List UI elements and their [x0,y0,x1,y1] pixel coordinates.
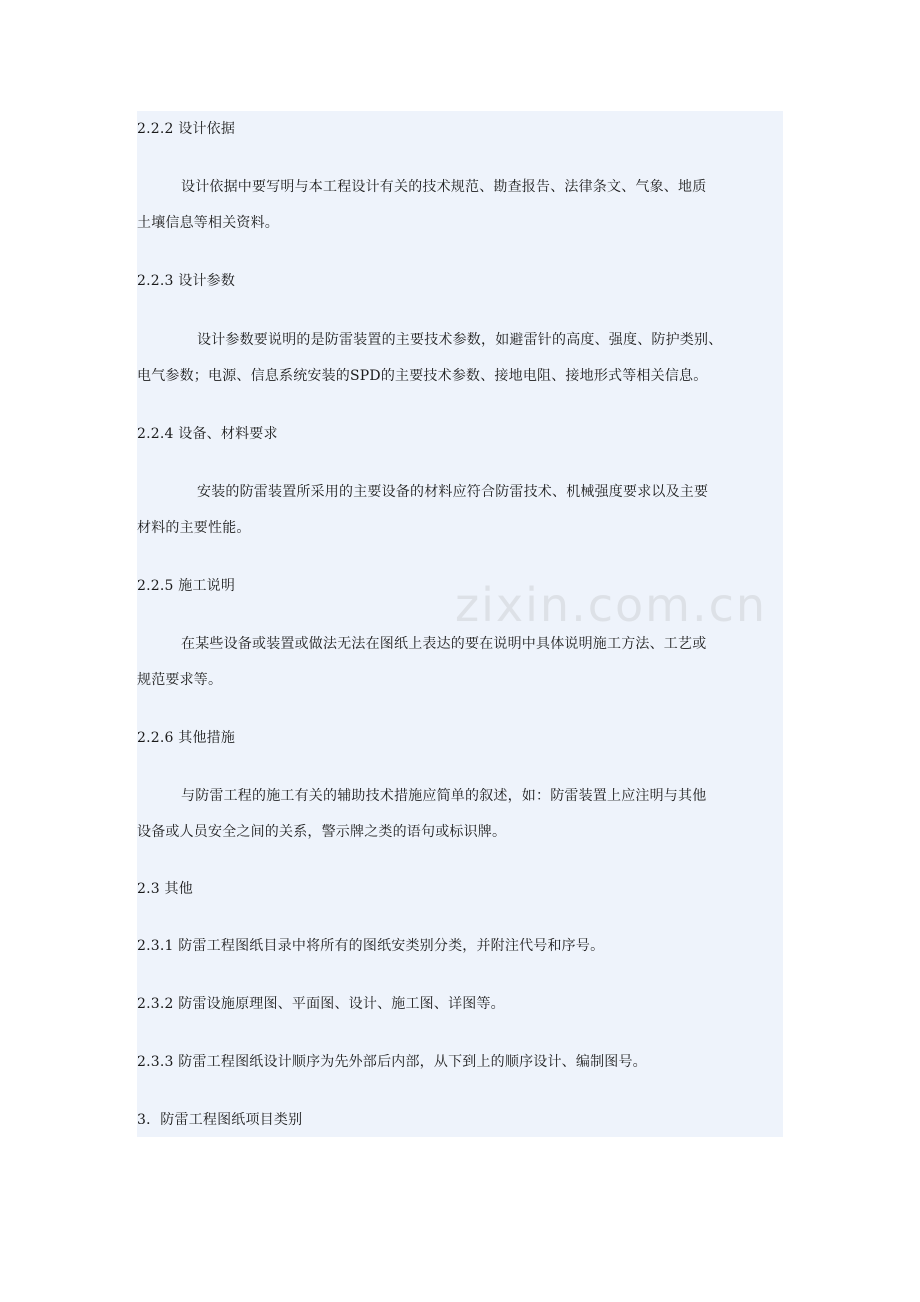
section-heading-2-2-2: 2.2.2 设计依据 [137,121,236,137]
paragraph-2-2-6-line-2: 设备或人员安全之间的关系，警示牌之类的语句或标识牌。 [137,824,507,840]
section-heading-2-2-6: 2.2.6 其他措施 [137,730,236,746]
section-heading-3: 3．防雷工程图纸项目类别 [137,1112,303,1128]
list-item-2-3-3: 2.3.3 防雷工程图纸设计顺序为先外部后内部，从下到上的顺序设计、编制图号。 [137,1054,647,1070]
paragraph-2-2-2-line-1: 设计依据中要写明与本工程设计有关的技术规范、勘查报告、法律条文、气象、地质 [181,179,707,195]
section-heading-2-2-5: 2.2.5 施工说明 [137,578,236,594]
paragraph-2-2-5-line-1: 在某些设备或装置或做法无法在图纸上表达的要在说明中具体说明施工方法、工艺或 [181,636,707,652]
list-item-2-3-1: 2.3.1 防雷工程图纸目录中将所有的图纸安类别分类，并附注代号和序号。 [137,938,605,954]
paragraph-2-2-3-line-2: 电气参数；电源、信息系统安装的SPD的主要技术参数、接地电阻、接地形式等相关信息。 [137,368,708,384]
watermark: zixin.com.cn [455,578,768,632]
paragraph-2-2-4-line-1: 安装的防雷装置所采用的主要设备的材料应符合防雷技术、机械强度要求以及主要 [197,484,709,500]
paragraph-2-2-4-line-2: 材料的主要性能。 [137,520,251,536]
section-heading-2-3: 2.3 其他 [137,881,193,897]
paragraph-2-2-3-line-1: 设计参数要说明的是防雷装置的主要技术参数，如避雷针的高度、强度、防护类别、 [197,332,723,348]
paragraph-2-2-2-line-2: 土壤信息等相关资料。 [137,215,279,231]
section-heading-2-2-4: 2.2.4 设备、材料要求 [137,426,278,442]
list-item-2-3-2: 2.3.2 防雷设施原理图、平面图、设计、施工图、详图等。 [137,996,505,1012]
document-body [137,111,783,1137]
section-heading-2-2-3: 2.2.3 设计参数 [137,273,236,289]
paragraph-2-2-6-line-1: 与防雷工程的施工有关的辅助技术措施应简单的叙述，如：防雷装置上应注明与其他 [181,788,707,804]
paragraph-2-2-5-line-2: 规范要求等。 [137,672,223,688]
